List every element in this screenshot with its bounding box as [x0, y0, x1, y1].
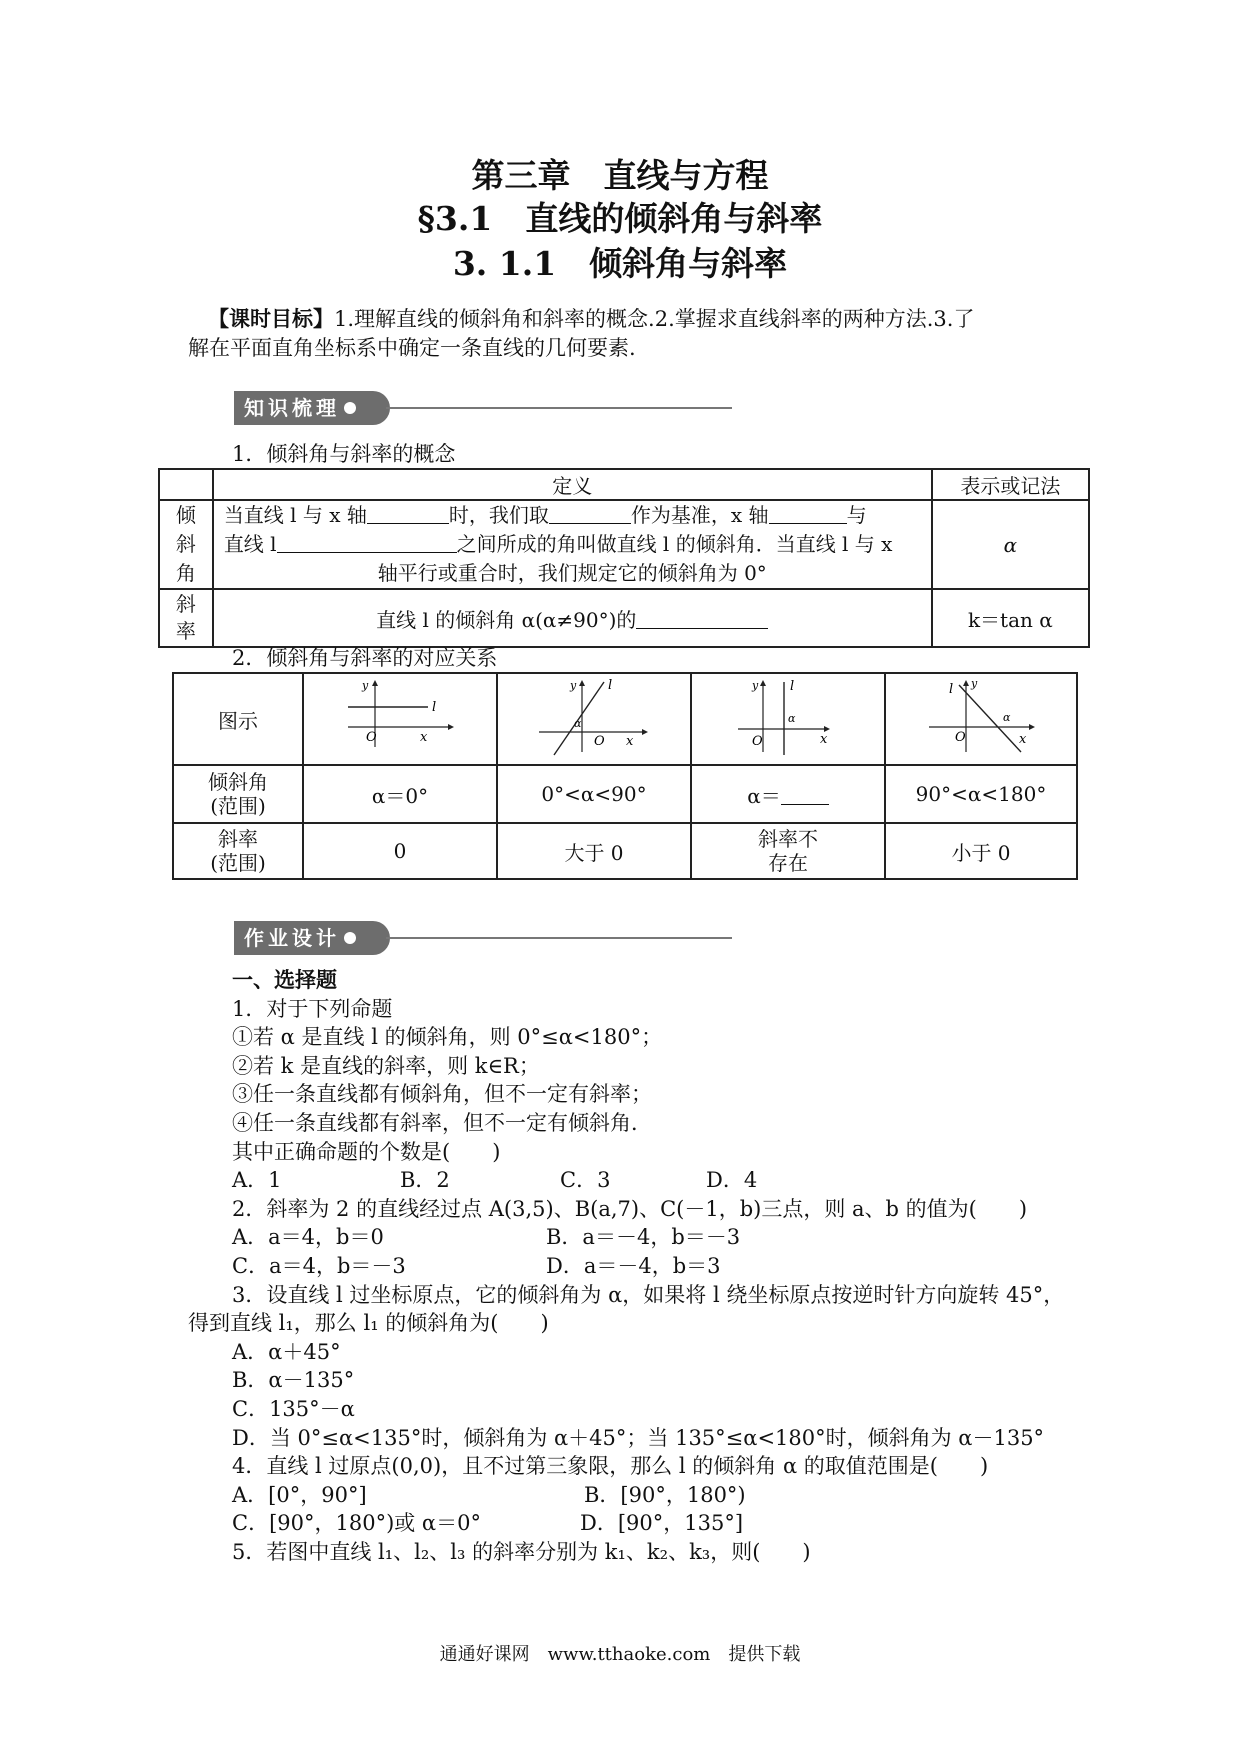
section-heading-homework: [234, 921, 390, 955]
graph-acute-angle: [534, 677, 654, 757]
heading-rule: [386, 937, 732, 939]
slope-range-2: 大于 0: [497, 823, 691, 879]
objective-line2: 解在平面直角坐标系中确定一条直线的几何要素.: [188, 336, 636, 360]
q2-option-c: C．a＝4，b＝－3: [232, 1254, 406, 1278]
heading-rule: [386, 407, 732, 409]
svg-text:O: O: [594, 733, 605, 749]
svg-text:l: l: [608, 677, 613, 693]
svg-text:x: x: [820, 731, 828, 747]
svg-text:y: y: [752, 678, 759, 692]
correspondence-table: [172, 672, 1078, 880]
part-title: 一、选择题: [232, 967, 337, 992]
figure-acute: [497, 673, 691, 765]
row-label-slope: 斜率: [159, 589, 213, 647]
concept-header-notation: 表示或记法: [932, 469, 1089, 500]
slope-definition: 直线 l 的倾斜角 α(α≠90°)的: [213, 589, 932, 647]
section-heading-knowledge: [234, 391, 390, 425]
concept-header-def: 定义: [213, 469, 932, 500]
angle-range-1: α＝0°: [303, 765, 497, 823]
angle-notation: α: [932, 500, 1089, 589]
q2-option-b: B．a＝－4，b＝－3: [546, 1225, 741, 1249]
q1-stem: 1．对于下列命题: [232, 997, 393, 1021]
svg-text:α: α: [1003, 710, 1011, 724]
svg-text:l: l: [949, 681, 954, 697]
q4-option-c: C．[90°，180°)或 α＝0°: [232, 1511, 481, 1535]
correspondence-title: 2．倾斜角与斜率的对应关系: [232, 646, 498, 670]
row-label-slope-range: 斜率(范围): [173, 823, 303, 879]
svg-text:l: l: [790, 678, 795, 694]
q1-option-c: C．3: [560, 1168, 611, 1192]
svg-text:α: α: [788, 711, 796, 725]
concept-table: [158, 468, 1090, 648]
concept-table-title: 1．倾斜角与斜率的概念: [232, 442, 456, 466]
row-label-figure: 图示: [173, 673, 303, 765]
q2-option-a: A．a＝4，b＝0: [232, 1225, 384, 1249]
svg-text:y: y: [570, 678, 577, 692]
svg-text:O: O: [955, 729, 966, 745]
graph-obtuse-angle: [921, 677, 1041, 757]
q1-option-d: D．4: [706, 1168, 758, 1192]
angle-range-2: 0°<α<90°: [497, 765, 691, 823]
bullet-dot-icon: [344, 932, 356, 944]
q2-option-d: D．a＝－4，b＝3: [546, 1254, 721, 1278]
q1-ask: 其中正确命题的个数是( ): [232, 1140, 501, 1164]
q5-stem: 5．若图中直线 l₁、l₂、l₃ 的斜率分别为 k₁、k₂、k₃，则( ): [232, 1540, 811, 1564]
graph-vertical-line: [728, 677, 848, 757]
chapter-title: 第三章 直线与方程: [471, 156, 769, 195]
q3-stem-line2: 得到直线 l₁，那么 l₁ 的倾斜角为( ): [188, 1311, 549, 1335]
svg-text:x: x: [420, 729, 428, 745]
objective-line1: [208, 304, 974, 334]
figure-horizontal: [303, 673, 497, 765]
row-label-angle-range: 倾斜角(范围): [173, 765, 303, 823]
svg-text:y: y: [971, 676, 978, 690]
bullet-dot-icon: [344, 402, 356, 414]
svg-text:O: O: [366, 729, 377, 745]
slope-range-3: 斜率不存在: [691, 823, 885, 879]
row-label-angle: 倾斜角: [159, 500, 213, 589]
figure-obtuse: [885, 673, 1077, 765]
q2-stem: 2．斜率为 2 的直线经过点 A(3,5)、B(a,7)、C(－1，b)三点，则 a、b 的值为( ): [232, 1197, 1028, 1221]
section-heading-label: 知识梳理: [244, 396, 340, 420]
q1-option-a: A．1: [232, 1168, 282, 1192]
concept-table-corner: [159, 469, 213, 500]
q4-stem: 4．直线 l 过原点(0,0)，且不过第三象限，那么 l 的倾斜角 α 的取值范围是( ): [232, 1454, 989, 1478]
q3-option-d: D．当 0°≤α<135°时，倾斜角为 α＋45°；当 135°≤α<180°时，倾斜角为 α－135°: [232, 1426, 1045, 1450]
angle-range-3: α＝: [691, 765, 885, 823]
q4-option-b: B．[90°，180°): [584, 1483, 746, 1507]
graph-horizontal-line: [340, 677, 460, 757]
q3-stem-line1: 3．设直线 l 过坐标原点，它的倾斜角为 α，如果将 l 绕坐标原点按逆时针方向旋转 45°，: [232, 1283, 1065, 1307]
slope-range-4: 小于 0: [885, 823, 1077, 879]
q1-item-1: ①若 α 是直线 l 的倾斜角，则 0°≤α<180°；: [232, 1025, 663, 1049]
page-footer: 通通好课网 www.tthaoke.com 提供下载: [439, 1644, 801, 1665]
slope-notation: k＝tan α: [932, 589, 1089, 647]
q4-option-a: A．[0°，90°]: [232, 1483, 367, 1507]
angle-range-4: 90°<α<180°: [885, 765, 1077, 823]
q3-option-a: A．α＋45°: [232, 1340, 341, 1364]
q3-option-c: C．135°－α: [232, 1397, 355, 1421]
q1-item-4: ④任一条直线都有斜率，但不一定有倾斜角．: [232, 1111, 652, 1135]
section-heading-label: 作业设计: [244, 926, 340, 950]
q1-option-b: B．2: [400, 1168, 450, 1192]
figure-vertical: [691, 673, 885, 765]
q4-option-d: D．[90°，135°]: [580, 1511, 744, 1535]
subsection-title: 3. 1.1 倾斜角与斜率: [452, 244, 788, 283]
svg-text:x: x: [626, 733, 634, 749]
objective-text1: 1.理解直线的倾斜角和斜率的概念.2.掌握求直线斜率的两种方法.3.了: [334, 307, 975, 331]
objective-label: 【课时目标】: [208, 306, 334, 331]
section-title: §3.1 直线的倾斜角与斜率: [417, 199, 823, 238]
svg-text:x: x: [1019, 731, 1027, 747]
svg-text:y: y: [362, 678, 369, 692]
slope-range-1: 0: [303, 823, 497, 879]
q1-item-2: ②若 k 是直线的斜率，则 k∈R；: [232, 1054, 540, 1078]
q1-item-3: ③任一条直线都有倾斜角，但不一定有斜率；: [232, 1082, 652, 1106]
svg-text:O: O: [752, 733, 763, 749]
angle-definition: 当直线 l 与 x 轴 时，我们取 作为基准，x 轴 与 直线 l 之间所成的角叫做直线 l 的倾斜角．当直线 l 与 x 轴平行或重合时，我们规定它的倾斜角为 0°: [213, 500, 932, 589]
q3-option-b: B．α－135°: [232, 1368, 355, 1392]
svg-text:α: α: [574, 716, 582, 730]
svg-text:l: l: [432, 699, 437, 715]
